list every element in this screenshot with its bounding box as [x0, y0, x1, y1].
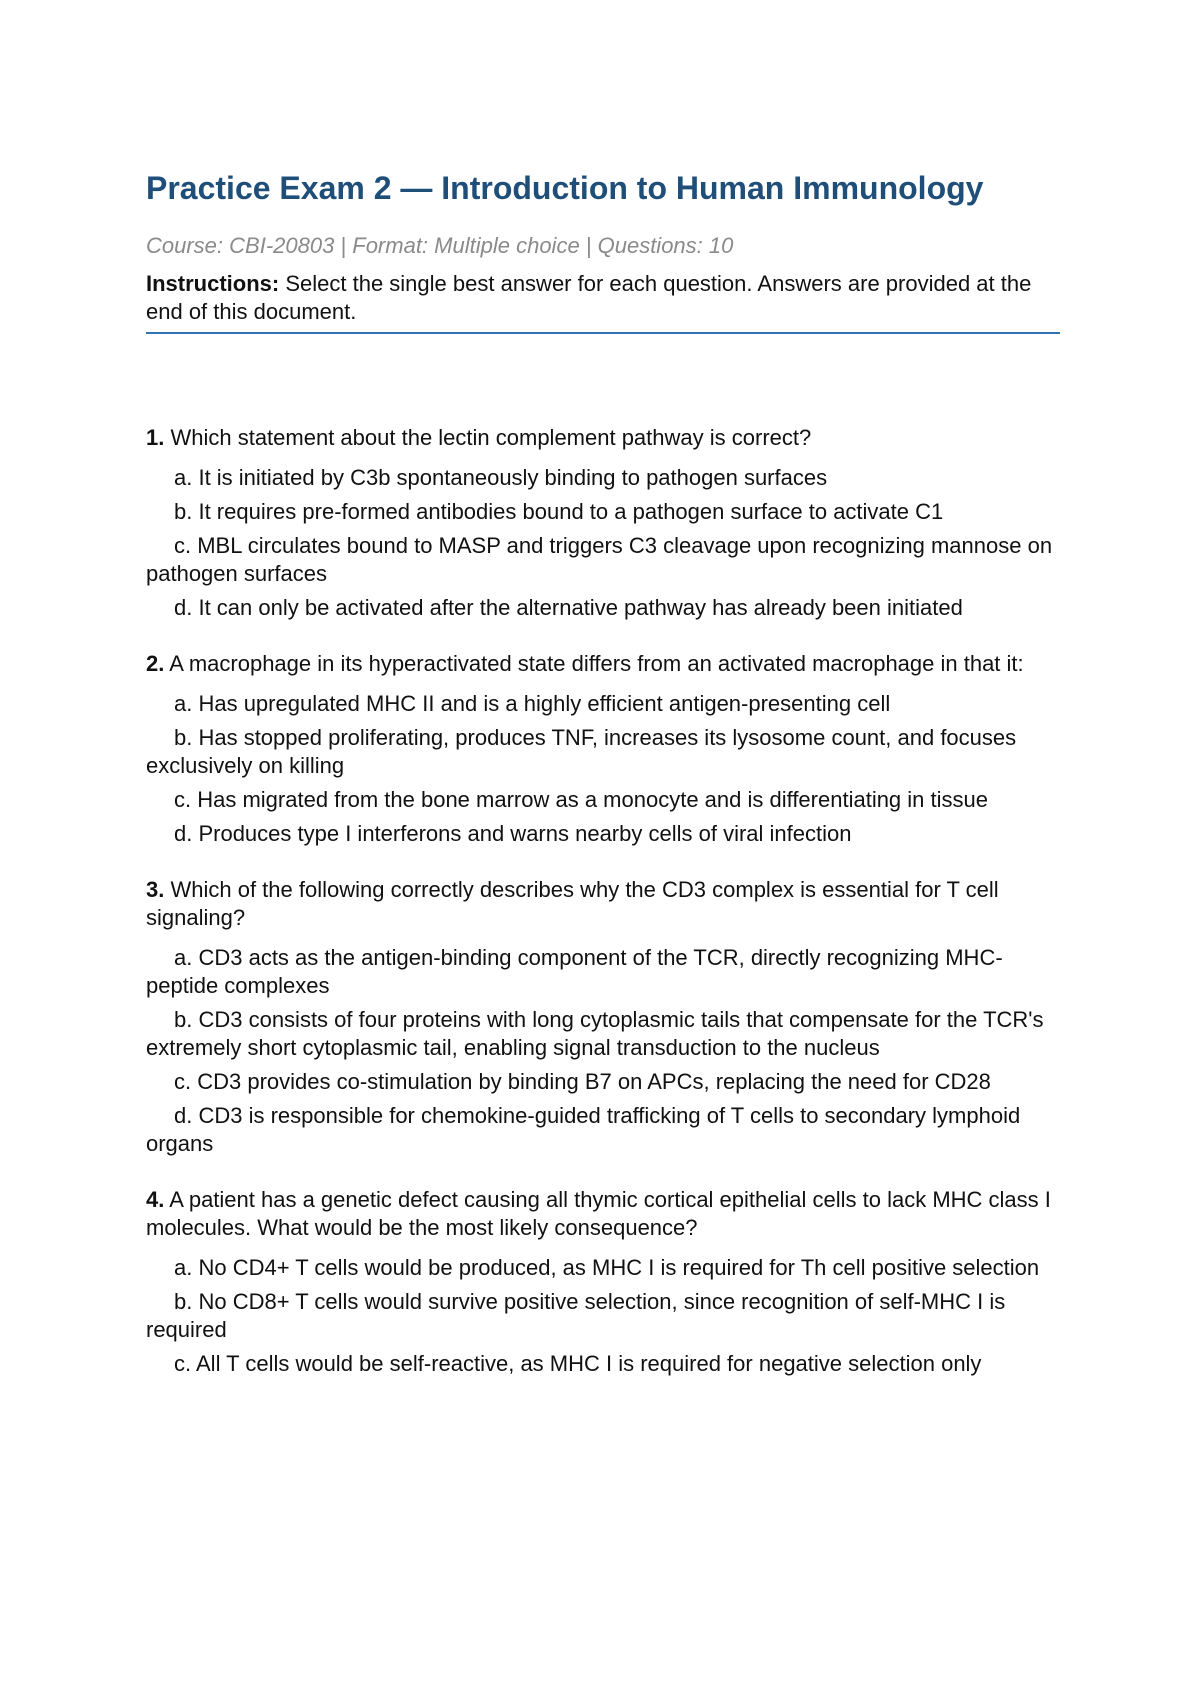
course-meta: Course: CBI-20803 | Format: Multiple choice | Questions: 10: [146, 233, 734, 258]
question-text: Which of the following correctly describes why the CD3 complex is essential for T cell signaling?: [146, 877, 999, 930]
answer-option-b: b. It requires pre-formed antibodies bound to a pathogen surface to activate C1: [174, 499, 944, 524]
answer-option-a: a. Has upregulated MHC II and is a highly efficient antigen-presenting cell: [174, 691, 891, 716]
question-text: A patient has a genetic defect causing all thymic cortical epithelial cells to lack MHC class I molecules. What would be the most likely consequence?: [146, 1187, 1051, 1240]
question-stem: [146, 424, 1060, 452]
answer-option-c: c. Has migrated from the bone marrow as a monocyte and is differentiating in tissue: [174, 787, 988, 812]
question-list: [146, 424, 1060, 1378]
answer-option-c: c. CD3 provides co-stimulation by binding B7 on APCs, replacing the need for CD28: [174, 1069, 991, 1094]
question-number: 2.: [146, 651, 165, 676]
document-content: [146, 168, 1060, 1406]
question-3: [146, 876, 1060, 1158]
question-4: [146, 1186, 1060, 1378]
instructions-label: Instructions:: [146, 271, 280, 296]
answer-option-b: b. Has stopped proliferating, produces TNF, increases its lysosome count, and focuses exclusively on killing: [146, 725, 1017, 778]
answer-option-d: d. Produces type I interferons and warns nearby cells of viral infection: [174, 821, 852, 846]
question-2: [146, 650, 1060, 848]
answer-option-c: c. All T cells would be self-reactive, as MHC I is required for negative selection only: [174, 1351, 982, 1376]
instructions-text: Select the single best answer for each question. Answers are provided at the end of this document.: [146, 271, 1032, 324]
answer-option-a: a. It is initiated by C3b spontaneously binding to pathogen surfaces: [174, 465, 828, 490]
answer-option-d: d. CD3 is responsible for chemokine-guided trafficking of T cells to secondary lymphoid organs: [146, 1103, 1021, 1156]
page-title: Practice Exam 2 — Introduction to Human Immunology: [146, 170, 984, 206]
question-1: [146, 424, 1060, 622]
question-stem: [146, 1186, 1060, 1242]
question-number: 1.: [146, 425, 165, 450]
answer-option-c: c. MBL circulates bound to MASP and triggers C3 cleavage upon recognizing mannose on pathogen surfaces: [146, 533, 1053, 586]
answer-option-b: b. CD3 consists of four proteins with long cytoplasmic tails that compensate for the TCR's extremely short cytoplasmic tail, enabling signal transduction to the nucleus: [146, 1007, 1044, 1060]
answer-option-a: a. No CD4+ T cells would be produced, as MHC I is required for Th cell positive selection: [174, 1255, 1040, 1280]
question-number: 3.: [146, 877, 165, 902]
question-stem: [146, 876, 1060, 932]
answer-option-a: a. CD3 acts as the antigen-binding component of the TCR, directly recognizing MHC-peptide complexes: [146, 945, 1003, 998]
question-text: A macrophage in its hyperactivated state differs from an activated macrophage in that it:: [164, 651, 1024, 676]
answer-option-b: b. No CD8+ T cells would survive positive selection, since recognition of self-MHC I is required: [146, 1289, 1006, 1342]
question-stem: [146, 650, 1060, 678]
question-text: Which statement about the lectin complement pathway is correct?: [164, 425, 812, 450]
instructions: [146, 270, 1060, 334]
answer-option-d: d. It can only be activated after the alternative pathway has already been initiated: [174, 595, 963, 620]
question-number: 4.: [146, 1187, 165, 1212]
